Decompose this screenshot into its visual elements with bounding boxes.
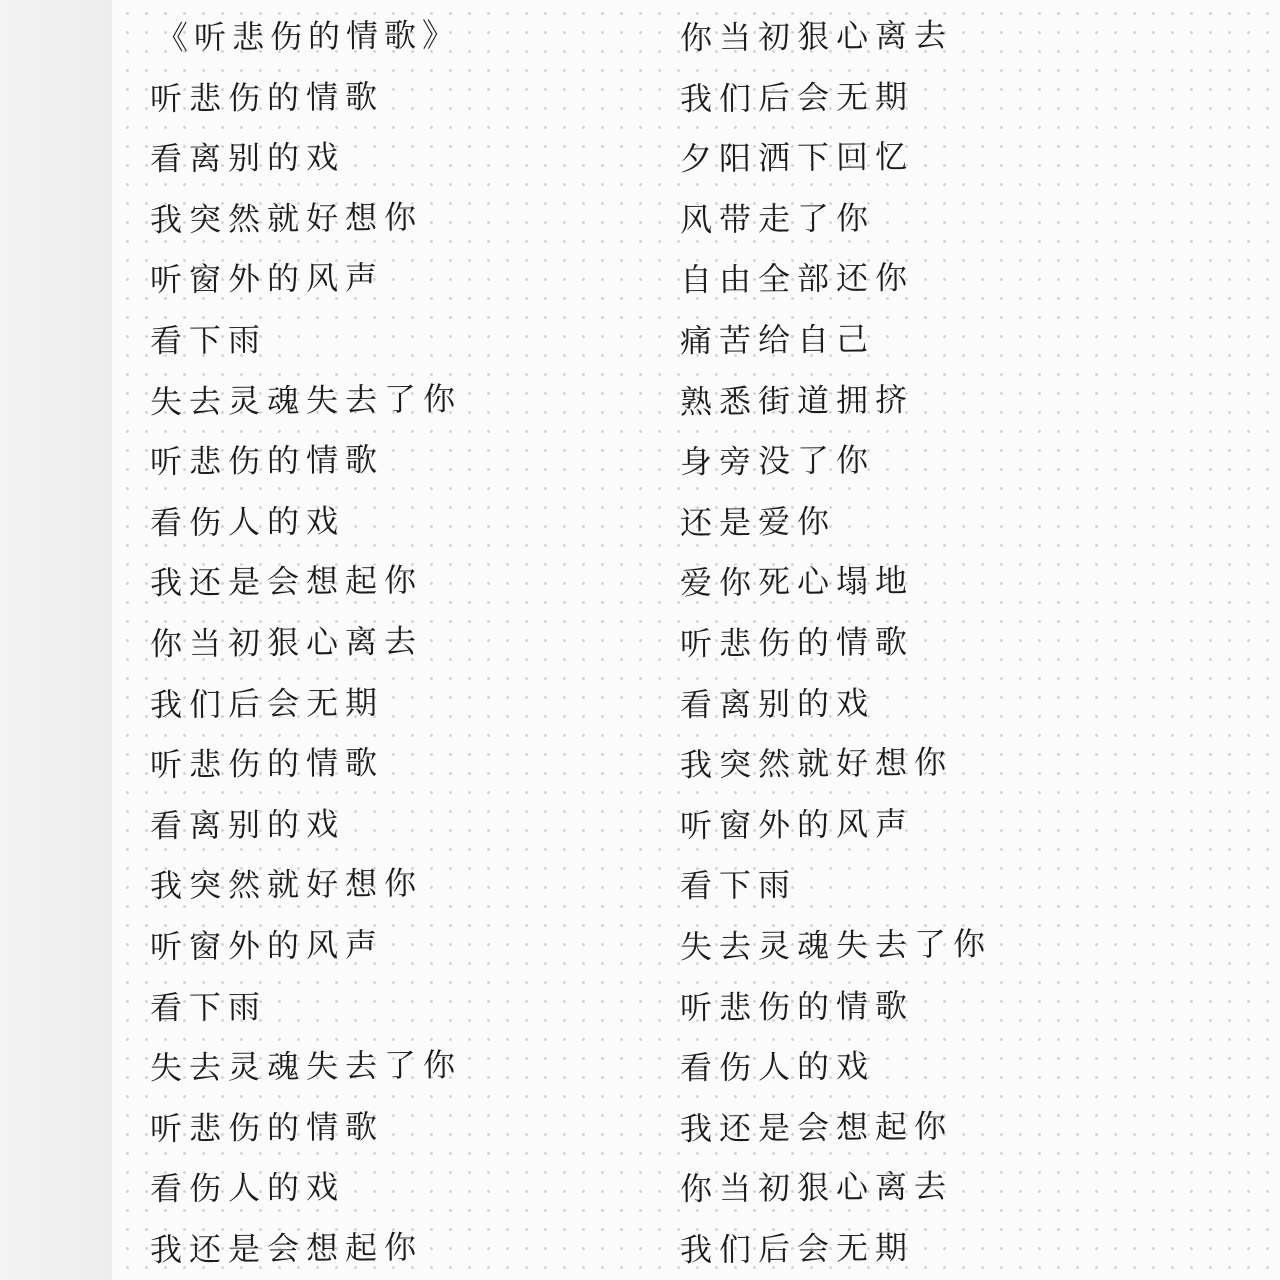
lyric-line: 看下雨	[679, 866, 798, 906]
lyric-line: 听悲伤的情歌	[149, 743, 385, 785]
lyric-line: 还是爱你	[679, 502, 837, 542]
lyric-line: 听窗外的风声	[149, 925, 385, 966]
lyric-line: 熟悉街道拥挤	[679, 380, 915, 421]
lyric-line: 听悲伤的情歌	[149, 440, 385, 482]
lyric-line: 我突然就好想你	[149, 197, 424, 239]
lyric-line: 你当初狠心离去	[679, 16, 954, 57]
lyric-line: 听悲伤的情歌	[679, 622, 915, 663]
page-margin	[0, 0, 112, 1280]
lyric-line: 我们后会无期	[679, 77, 915, 118]
lyric-line: 看下雨	[149, 320, 268, 360]
lyric-line: 看伤人的戏	[149, 1168, 346, 1209]
lyric-line: 失去灵魂失去了你	[149, 1045, 463, 1088]
lyric-line: 风带走了你	[679, 198, 876, 239]
lyric-line: 听悲伤的情歌	[679, 986, 915, 1027]
song-title: 《听悲伤的情歌》	[155, 15, 461, 57]
lyric-line: 我们后会无期	[679, 1228, 915, 1269]
lyric-line: 爱你死心塌地	[679, 561, 915, 603]
lyric-line: 痛苦给自己	[679, 319, 876, 360]
lyric-line: 我还是会想起你	[149, 561, 424, 603]
lyric-line: 看离别的戏	[149, 804, 346, 845]
lyric-line: 我们后会无期	[149, 683, 385, 724]
lyric-line: 你当初狠心离去	[679, 1167, 954, 1209]
lyric-line: 自由全部还你	[679, 258, 915, 300]
lyric-line: 我还是会想起你	[149, 1228, 424, 1269]
lyric-line: 你当初狠心离去	[149, 622, 424, 663]
lyric-line: 失去灵魂失去了你	[149, 379, 463, 421]
lyric-line: 听窗外的风声	[149, 258, 385, 300]
lyric-line: 看伤人的戏	[679, 1047, 876, 1088]
lyric-line: 听悲伤的情歌	[149, 1107, 385, 1148]
lyrics-left-column	[150, 8, 462, 1280]
lyric-line: 看下雨	[149, 987, 268, 1027]
lyric-line: 看离别的戏	[679, 683, 876, 724]
lyric-line: 我突然就好想你	[149, 864, 424, 906]
lyric-line: 听窗外的风声	[679, 804, 915, 845]
lyric-line: 失去灵魂失去了你	[679, 924, 993, 966]
lyric-line: 身旁没了你	[679, 441, 876, 482]
lyric-line: 听悲伤的情歌	[149, 77, 385, 118]
lyrics-right-column	[680, 8, 992, 1280]
lyric-line: 我还是会想起你	[679, 1106, 954, 1148]
lyric-line: 我突然就好想你	[679, 743, 954, 785]
lyric-line: 夕阳洒下回忆	[679, 137, 915, 179]
lyric-line: 看伤人的戏	[149, 501, 346, 542]
lyric-line: 看离别的戏	[149, 138, 346, 179]
